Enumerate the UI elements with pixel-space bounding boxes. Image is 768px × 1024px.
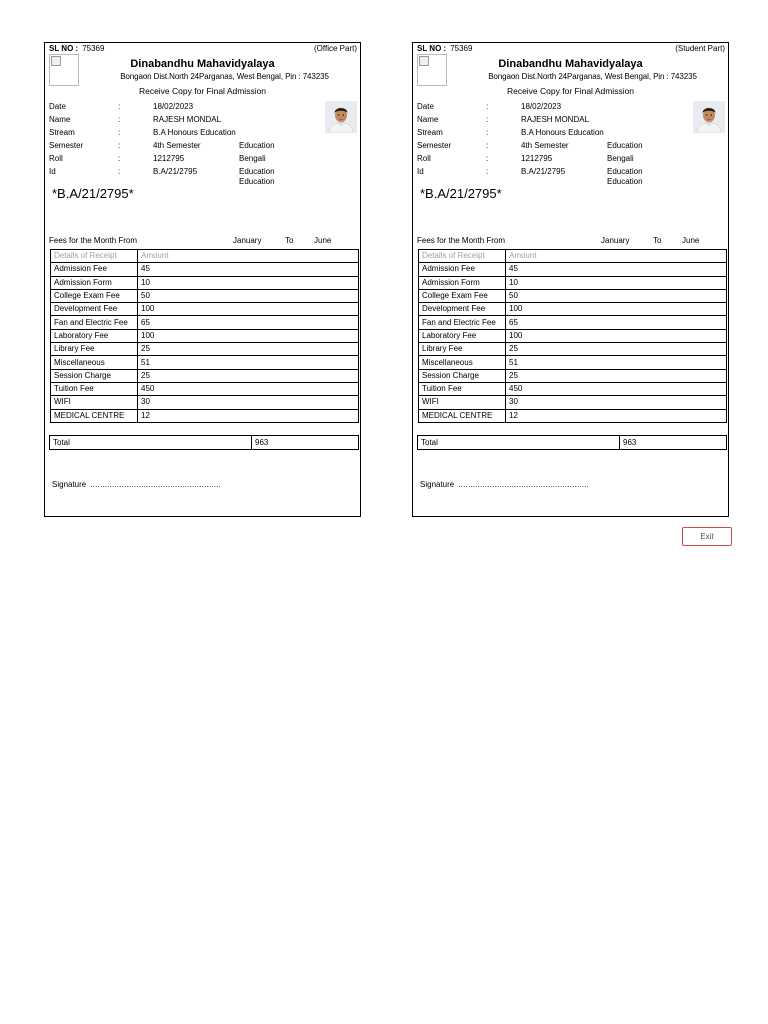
barcode-id: *B.A/21/2795*	[52, 186, 134, 201]
fee-amount: 100	[506, 329, 727, 342]
info-subject: Education	[607, 141, 643, 150]
fee-amount: 100	[138, 303, 359, 316]
fee-name: Development Fee	[51, 303, 138, 316]
fee-period-label: Fees for the Month From	[49, 236, 138, 245]
fee-name: Library Fee	[419, 343, 506, 356]
college-name: Dinabandhu Mahavidyalaya	[498, 58, 643, 70]
info-row	[417, 100, 727, 113]
info-value: B.A/21/2795	[521, 167, 566, 176]
fee-name: WIFI	[51, 396, 138, 409]
fee-row	[419, 369, 727, 382]
fee-name: Admission Fee	[51, 263, 138, 276]
to-label: To	[653, 236, 662, 245]
fee-name: Fan and Electric Fee	[51, 316, 138, 329]
fee-row	[51, 316, 359, 329]
student-photo-image	[325, 101, 357, 133]
total-row	[50, 436, 359, 450]
info-row	[49, 152, 359, 165]
sl-no	[49, 44, 104, 53]
fee-row	[419, 263, 727, 276]
total-table	[417, 435, 727, 450]
fee-table-header	[419, 250, 727, 263]
info-colon: :	[118, 154, 121, 163]
student-photo	[325, 101, 357, 133]
info-colon: :	[118, 102, 121, 111]
header-details: Details of Receipt	[419, 250, 506, 263]
fee-amount: 10	[138, 276, 359, 289]
fee-amount: 30	[138, 396, 359, 409]
info-value: 4th Semester	[153, 141, 201, 150]
fee-amount: 100	[138, 329, 359, 342]
sl-no	[417, 44, 472, 53]
fee-name: College Exam Fee	[419, 289, 506, 302]
fee-name: Miscellaneous	[419, 356, 506, 369]
fee-amount: 25	[138, 369, 359, 382]
fee-name: Fan and Electric Fee	[419, 316, 506, 329]
info-colon: :	[486, 128, 489, 137]
info-colon: :	[486, 115, 489, 124]
info-label: Id	[417, 167, 424, 176]
info-row	[417, 126, 727, 139]
info-colon: :	[486, 141, 489, 150]
info-value: 1212795	[153, 154, 185, 163]
fee-amount: 12	[138, 409, 359, 422]
fee-name: MEDICAL CENTRE	[419, 409, 506, 422]
info-value: 1212795	[521, 154, 553, 163]
fee-table	[418, 249, 727, 423]
info-value: 4th Semester	[521, 141, 569, 150]
fee-name: Laboratory Fee	[419, 329, 506, 342]
fee-name: Session Charge	[51, 369, 138, 382]
fee-row	[51, 303, 359, 316]
fee-name: Library Fee	[51, 343, 138, 356]
fee-name: Tuition Fee	[419, 382, 506, 395]
signature-line	[420, 480, 589, 489]
info-value: 18/02/2023	[521, 102, 562, 111]
info-value: B.A/21/2795	[153, 167, 198, 176]
copy-title: Receive Copy for Final Admission	[506, 86, 635, 96]
info-label: Semester	[49, 141, 84, 150]
fee-table	[50, 249, 359, 423]
fee-period	[49, 236, 359, 248]
sl-no-value: 75369	[82, 44, 105, 53]
info-row	[417, 152, 727, 165]
to-month: June	[682, 236, 700, 245]
fee-name: College Exam Fee	[51, 289, 138, 302]
signature-dots: ......................................................	[458, 480, 590, 489]
total-label: Total	[50, 436, 252, 450]
college-name: Dinabandhu Mahavidyalaya	[130, 58, 275, 70]
info-subject: Bengali	[239, 154, 266, 163]
fee-amount: 50	[138, 289, 359, 302]
info-label: Stream	[417, 128, 443, 137]
info-subject: Bengali	[607, 154, 634, 163]
fee-name: MEDICAL CENTRE	[51, 409, 138, 422]
fee-row	[419, 316, 727, 329]
info-row	[417, 139, 727, 152]
info-subject-2: Education	[239, 177, 275, 186]
info-label: Id	[49, 167, 56, 176]
signature-line	[52, 480, 221, 489]
info-subject: Education	[239, 141, 275, 150]
fee-row	[419, 276, 727, 289]
info-subject: Education	[607, 167, 643, 176]
fee-name: Tuition Fee	[51, 382, 138, 395]
fee-amount: 25	[506, 343, 727, 356]
info-label: Stream	[49, 128, 75, 137]
info-colon: :	[118, 141, 121, 150]
exit-button[interactable]: Exit	[682, 527, 732, 546]
info-row	[49, 165, 359, 186]
info-row	[417, 165, 727, 186]
info-label: Date	[49, 102, 66, 111]
fee-amount: 65	[138, 316, 359, 329]
info-row	[417, 113, 727, 126]
info-label: Name	[417, 115, 439, 124]
fee-row	[51, 396, 359, 409]
fee-amount: 450	[506, 382, 727, 395]
signature-dots: ......................................................	[90, 480, 222, 489]
header-amount: Amount	[506, 250, 727, 263]
fee-amount: 50	[506, 289, 727, 302]
fee-name: Laboratory Fee	[51, 329, 138, 342]
info-label: Roll	[417, 154, 431, 163]
fee-row	[51, 382, 359, 395]
info-label: Semester	[417, 141, 452, 150]
info-value: RAJESH MONDAL	[521, 115, 590, 124]
fee-name: Development Fee	[419, 303, 506, 316]
info-row	[49, 100, 359, 113]
info-subject-2: Education	[607, 177, 643, 186]
header-amount: Amount	[138, 250, 359, 263]
fee-row	[51, 329, 359, 342]
fee-amount: 45	[138, 263, 359, 276]
signature-label: Signature	[52, 480, 87, 489]
fee-table-header	[51, 250, 359, 263]
college-address: Bongaon Dist.North 24Parganas, West Bengal, Pin : 743235	[120, 72, 329, 81]
fee-amount: 25	[138, 343, 359, 356]
signature-label: Signature	[420, 480, 455, 489]
fee-amount: 25	[506, 369, 727, 382]
fee-row	[51, 343, 359, 356]
info-row	[49, 113, 359, 126]
fee-amount: 30	[506, 396, 727, 409]
fee-amount: 51	[506, 356, 727, 369]
info-label: Roll	[49, 154, 63, 163]
info-colon: :	[118, 115, 121, 124]
copy-part-label: (Student Part)	[675, 44, 725, 53]
fee-row	[419, 329, 727, 342]
fee-name: Admission Form	[51, 276, 138, 289]
from-month: January	[233, 236, 262, 245]
info-colon: :	[486, 154, 489, 163]
fee-amount: 10	[506, 276, 727, 289]
student-info	[49, 100, 359, 186]
student-receipt	[412, 42, 729, 517]
total-value: 963	[620, 436, 727, 450]
fee-row	[419, 356, 727, 369]
fee-name: WIFI	[419, 396, 506, 409]
fee-row	[419, 382, 727, 395]
info-subject: Education	[239, 167, 275, 176]
fee-amount: 45	[506, 263, 727, 276]
fee-row	[419, 303, 727, 316]
fee-name: Miscellaneous	[51, 356, 138, 369]
fee-row	[419, 409, 727, 422]
office-receipt	[44, 42, 361, 517]
info-colon: :	[486, 167, 489, 176]
to-month: June	[314, 236, 332, 245]
info-label: Date	[417, 102, 434, 111]
from-month: January	[601, 236, 630, 245]
fee-period-label: Fees for the Month From	[417, 236, 506, 245]
barcode-id: *B.A/21/2795*	[420, 186, 502, 201]
total-value: 963	[252, 436, 359, 450]
fee-name: Session Charge	[419, 369, 506, 382]
info-row	[49, 139, 359, 152]
fee-row	[419, 289, 727, 302]
copy-part-label: (Office Part)	[314, 44, 357, 53]
fee-amount: 450	[138, 382, 359, 395]
info-value: B.A Honours Education	[521, 128, 604, 137]
fee-row	[419, 396, 727, 409]
info-value: 18/02/2023	[153, 102, 194, 111]
fee-amount: 51	[138, 356, 359, 369]
fee-row	[51, 276, 359, 289]
fee-period	[417, 236, 727, 248]
sl-no-label: SL NO :	[417, 44, 447, 53]
info-value: B.A Honours Education	[153, 128, 236, 137]
fee-amount: 65	[506, 316, 727, 329]
student-photo	[693, 101, 725, 133]
info-colon: :	[118, 167, 121, 176]
sl-no-value: 75369	[450, 44, 473, 53]
total-row	[418, 436, 727, 450]
sl-no-label: SL NO :	[49, 44, 79, 53]
fee-name: Admission Fee	[419, 263, 506, 276]
fee-amount: 100	[506, 303, 727, 316]
fee-name: Admission Form	[419, 276, 506, 289]
copy-title: Receive Copy for Final Admission	[138, 86, 267, 96]
header-details: Details of Receipt	[51, 250, 138, 263]
info-row	[49, 126, 359, 139]
fee-row	[51, 369, 359, 382]
info-value: RAJESH MONDAL	[153, 115, 222, 124]
student-photo-image	[693, 101, 725, 133]
fee-amount: 12	[506, 409, 727, 422]
info-colon: :	[118, 128, 121, 137]
college-address: Bongaon Dist.North 24Parganas, West Bengal, Pin : 743235	[488, 72, 697, 81]
fee-row	[51, 409, 359, 422]
fee-row	[51, 289, 359, 302]
info-colon: :	[486, 102, 489, 111]
fee-row	[419, 343, 727, 356]
total-label: Total	[418, 436, 620, 450]
to-label: To	[285, 236, 294, 245]
fee-row	[51, 356, 359, 369]
student-info	[417, 100, 727, 186]
info-label: Name	[49, 115, 71, 124]
fee-row	[51, 263, 359, 276]
total-table	[49, 435, 359, 450]
